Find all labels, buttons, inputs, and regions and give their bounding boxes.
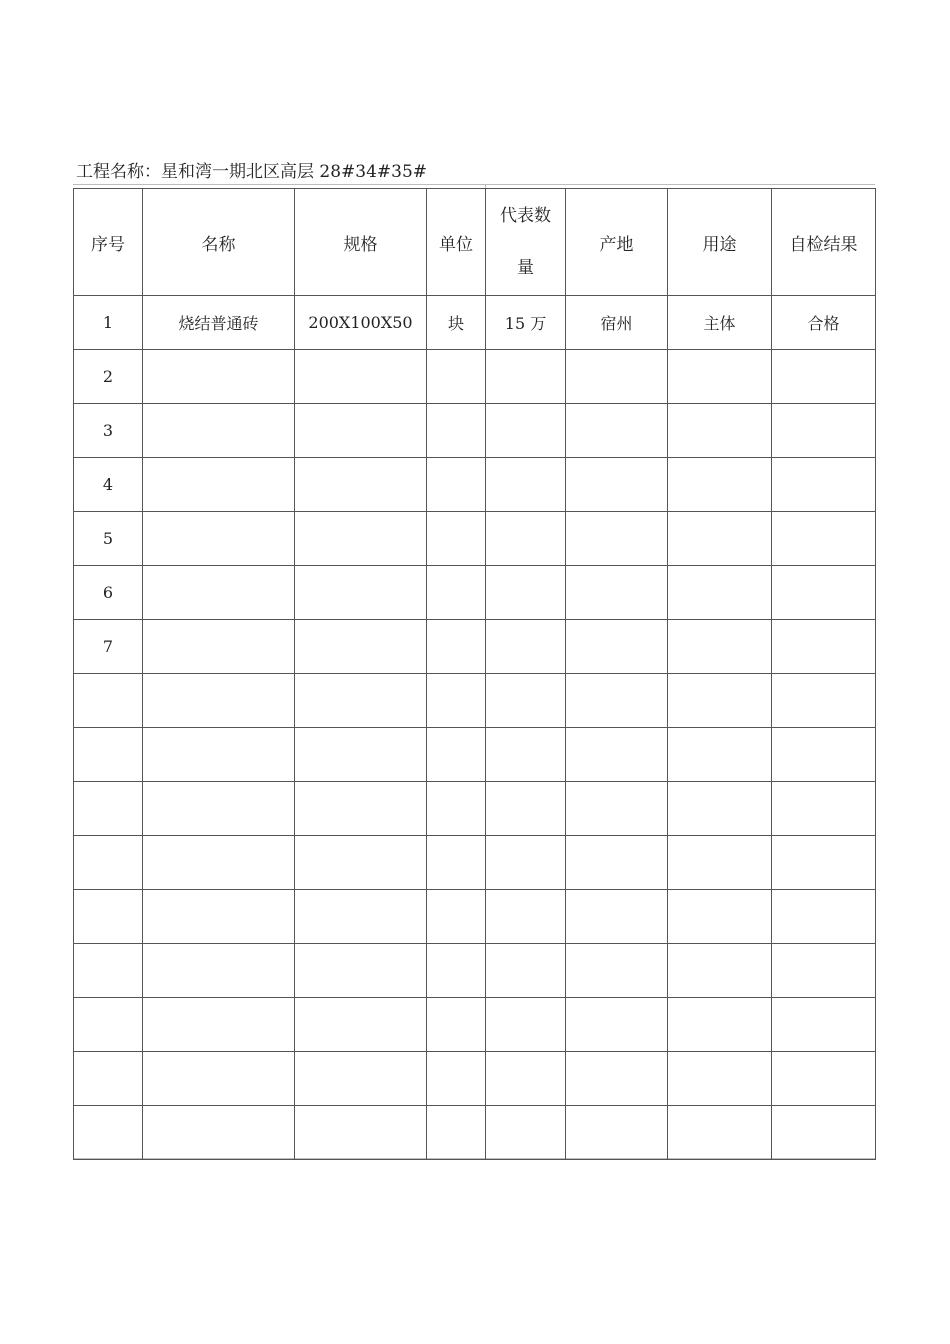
table-row xyxy=(74,512,876,566)
cell-name xyxy=(143,1052,295,1106)
table-row xyxy=(74,782,876,836)
cell-quantity xyxy=(486,944,566,998)
cell-unit xyxy=(427,890,486,944)
cell-quantity xyxy=(486,890,566,944)
cell-unit xyxy=(427,944,486,998)
header-quantity xyxy=(486,189,566,296)
cell-spec xyxy=(295,620,427,674)
cell-index: 1 xyxy=(74,296,143,350)
cell-quantity xyxy=(486,620,566,674)
cell-result xyxy=(772,512,876,566)
header-usage: 用途 xyxy=(668,189,772,296)
table-row xyxy=(74,404,876,458)
cell-quantity xyxy=(486,782,566,836)
cell-index xyxy=(74,998,143,1052)
cell-usage xyxy=(668,890,772,944)
cell-usage xyxy=(668,350,772,404)
cell-origin xyxy=(566,566,668,620)
header-origin: 产地 xyxy=(566,189,668,296)
cell-usage xyxy=(668,1052,772,1106)
cell-unit xyxy=(427,620,486,674)
cell-spec: 200X100X50 xyxy=(295,296,427,350)
cell-index xyxy=(74,782,143,836)
cell-quantity: 15 万 xyxy=(486,296,566,350)
cell-name xyxy=(143,512,295,566)
cell-spec xyxy=(295,1052,427,1106)
cell-index xyxy=(74,674,143,728)
cell-unit: 块 xyxy=(427,296,486,350)
cell-usage xyxy=(668,404,772,458)
cell-origin xyxy=(566,782,668,836)
cell-unit xyxy=(427,350,486,404)
table-row xyxy=(74,458,876,512)
cell-name xyxy=(143,620,295,674)
cell-index xyxy=(74,1106,143,1160)
cell-usage: 主体 xyxy=(668,296,772,350)
cell-name xyxy=(143,728,295,782)
cell-name xyxy=(143,836,295,890)
cell-unit xyxy=(427,1052,486,1106)
cell-origin xyxy=(566,998,668,1052)
cell-quantity xyxy=(486,404,566,458)
cell-name xyxy=(143,404,295,458)
cell-origin xyxy=(566,944,668,998)
cell-usage xyxy=(668,620,772,674)
cell-spec xyxy=(295,890,427,944)
cell-spec xyxy=(295,782,427,836)
header-name: 名称 xyxy=(143,189,295,296)
cell-usage xyxy=(668,728,772,782)
cell-index xyxy=(74,836,143,890)
material-record-table xyxy=(73,188,876,1160)
cell-index: 5 xyxy=(74,512,143,566)
cell-quantity xyxy=(486,836,566,890)
cell-origin xyxy=(566,728,668,782)
header-index: 序号 xyxy=(74,189,143,296)
cell-index: 6 xyxy=(74,566,143,620)
cell-origin xyxy=(566,512,668,566)
cell-usage xyxy=(668,782,772,836)
cell-spec xyxy=(295,512,427,566)
cell-result: 合格 xyxy=(772,296,876,350)
cell-index xyxy=(74,1052,143,1106)
header-result: 自检结果 xyxy=(772,189,876,296)
cell-spec xyxy=(295,836,427,890)
cell-result xyxy=(772,1106,876,1160)
cell-spec xyxy=(295,728,427,782)
cell-unit xyxy=(427,782,486,836)
cell-quantity xyxy=(486,566,566,620)
cell-spec xyxy=(295,998,427,1052)
cell-origin xyxy=(566,1052,668,1106)
cell-quantity xyxy=(486,728,566,782)
table-row xyxy=(74,1052,876,1106)
cell-result xyxy=(772,674,876,728)
cell-usage xyxy=(668,836,772,890)
cell-name xyxy=(143,890,295,944)
table-row xyxy=(74,620,876,674)
cell-result xyxy=(772,728,876,782)
cell-quantity xyxy=(486,998,566,1052)
cell-usage xyxy=(668,512,772,566)
cell-result xyxy=(772,890,876,944)
cell-result xyxy=(772,836,876,890)
cell-spec xyxy=(295,674,427,728)
project-name: 星和湾一期北区高层 28#34#35# xyxy=(161,162,428,182)
cell-usage xyxy=(668,458,772,512)
cell-origin xyxy=(566,350,668,404)
cell-quantity xyxy=(486,674,566,728)
cell-quantity xyxy=(486,512,566,566)
cell-unit xyxy=(427,458,486,512)
table-row xyxy=(74,944,876,998)
cell-spec xyxy=(295,404,427,458)
table-row xyxy=(74,1106,876,1160)
cell-unit xyxy=(427,404,486,458)
table-row xyxy=(74,836,876,890)
cell-origin xyxy=(566,836,668,890)
cell-spec xyxy=(295,350,427,404)
cell-name: 烧结普通砖 xyxy=(143,296,295,350)
header-spec: 规格 xyxy=(295,189,427,296)
cell-unit xyxy=(427,836,486,890)
cell-result xyxy=(772,782,876,836)
cell-unit xyxy=(427,1106,486,1160)
cell-name xyxy=(143,998,295,1052)
cell-index: 2 xyxy=(74,350,143,404)
cell-quantity xyxy=(486,1052,566,1106)
cell-result xyxy=(772,458,876,512)
cell-spec xyxy=(295,944,427,998)
cell-index xyxy=(74,944,143,998)
cell-origin xyxy=(566,620,668,674)
cell-name xyxy=(143,458,295,512)
table-header-row xyxy=(74,189,876,296)
cell-usage xyxy=(668,566,772,620)
cell-result xyxy=(772,566,876,620)
cell-result xyxy=(772,350,876,404)
cell-index xyxy=(74,728,143,782)
cell-origin xyxy=(566,674,668,728)
table-row xyxy=(74,998,876,1052)
cell-name xyxy=(143,674,295,728)
cell-usage xyxy=(668,998,772,1052)
cell-result xyxy=(772,404,876,458)
cell-name xyxy=(143,1106,295,1160)
project-label: 工程名称： xyxy=(76,162,161,182)
project-title xyxy=(76,160,427,184)
cell-usage xyxy=(668,674,772,728)
table-row xyxy=(74,296,876,350)
cell-unit xyxy=(427,998,486,1052)
cell-unit xyxy=(427,674,486,728)
table-row xyxy=(74,350,876,404)
cell-index: 4 xyxy=(74,458,143,512)
header-unit: 单位 xyxy=(427,189,486,296)
cell-spec xyxy=(295,458,427,512)
header-quantity-line1: 代表数 xyxy=(500,206,551,226)
cell-quantity xyxy=(486,458,566,512)
cell-origin xyxy=(566,1106,668,1160)
table-row xyxy=(74,566,876,620)
cell-name xyxy=(143,944,295,998)
cell-spec xyxy=(295,566,427,620)
table-row xyxy=(74,890,876,944)
cell-result xyxy=(772,620,876,674)
cell-usage xyxy=(668,944,772,998)
cell-index: 7 xyxy=(74,620,143,674)
table-row xyxy=(74,728,876,782)
cell-name xyxy=(143,782,295,836)
cell-result xyxy=(772,998,876,1052)
cell-name xyxy=(143,350,295,404)
cell-quantity xyxy=(486,1106,566,1160)
cell-index xyxy=(74,890,143,944)
cell-name xyxy=(143,566,295,620)
cell-usage xyxy=(668,1106,772,1160)
cell-origin: 宿州 xyxy=(566,296,668,350)
header-quantity-line2: 量 xyxy=(517,258,534,278)
cell-origin xyxy=(566,458,668,512)
cell-unit xyxy=(427,512,486,566)
cell-result xyxy=(772,1052,876,1106)
cell-origin xyxy=(566,890,668,944)
cell-origin xyxy=(566,404,668,458)
cell-unit xyxy=(427,728,486,782)
cell-spec xyxy=(295,1106,427,1160)
cell-index: 3 xyxy=(74,404,143,458)
cell-result xyxy=(772,944,876,998)
table-row xyxy=(74,674,876,728)
cell-quantity xyxy=(486,350,566,404)
cell-unit xyxy=(427,566,486,620)
